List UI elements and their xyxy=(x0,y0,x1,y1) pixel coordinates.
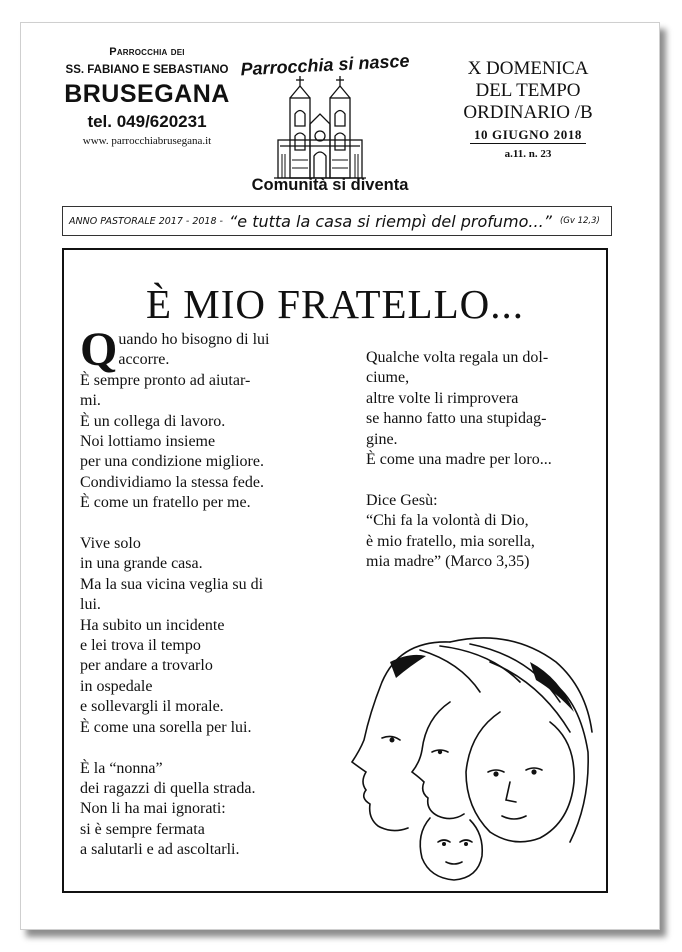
text-line: Vive solo xyxy=(80,535,141,553)
text-line: per una condizione migliore. xyxy=(80,453,264,471)
stanza xyxy=(80,534,320,738)
text-line: Noi lottiamo insieme xyxy=(80,433,216,451)
text-line: lui. xyxy=(80,596,101,614)
banner-year: ANNO PASTORALE 2017 - 2018 - xyxy=(69,215,223,227)
text-line: in una grande casa. xyxy=(80,555,203,573)
article-left-column xyxy=(80,323,320,861)
parish-prefix: Parrocchia dei xyxy=(109,46,185,58)
text-line: È come un fratello per me. xyxy=(80,494,251,512)
pastoral-year-banner xyxy=(62,206,612,236)
parish-saints: SS. FABIANO E SEBASTIANO xyxy=(65,64,229,76)
first-line-text: uando ho bisogno di lui xyxy=(118,331,270,348)
text-line: in ospedale xyxy=(80,677,153,695)
text-line: è mio fratello, mia sorella, xyxy=(366,532,535,550)
text-line: altre volte li rimprovera xyxy=(366,389,519,407)
text-line: se hanno fatto una stupidag- xyxy=(366,410,547,428)
faces-illustration-icon xyxy=(330,622,604,886)
liturgy-info xyxy=(440,58,616,160)
text-line: Qualche volta regala un dol- xyxy=(366,349,549,366)
text-line: si è sempre fermata xyxy=(80,820,205,838)
text-line: e lei trova il tempo xyxy=(80,637,201,655)
article-title: È MIO FRATELLO... xyxy=(145,281,524,327)
parish-phone: tel. 049/620231 xyxy=(87,112,207,131)
stanza xyxy=(366,348,604,470)
issue-number: a.11. n. 23 xyxy=(504,148,552,160)
text-line: Ma la sua vicina veglia su di xyxy=(80,575,264,593)
text-line: Ha subito un incidente xyxy=(80,616,225,634)
text-line: accorre. xyxy=(118,351,170,369)
text-line: È la “nonna” xyxy=(80,759,163,777)
text-line: Dice Gesù: xyxy=(366,491,438,509)
text-line: È sempre pronto ad aiutar- xyxy=(80,371,251,389)
text-line: ciume, xyxy=(366,369,410,387)
motto-top: Parrocchia si nasce xyxy=(240,50,410,80)
text-line: È come una sorella per lui. xyxy=(80,718,252,736)
liturgy-line-2: DEL TEMPO xyxy=(475,80,581,101)
text-line: Non li ha mai ignorati: xyxy=(80,800,226,818)
banner-quote: “e tutta la casa si riempì del profumo...” xyxy=(228,211,552,231)
liturgy-line-3: ORDINARIO /B xyxy=(463,102,593,123)
parish-website: www. parrocchiabrusegana.it xyxy=(82,135,212,147)
text-line: mi. xyxy=(80,392,101,410)
text-line: mia madre” (Marco 3,35) xyxy=(366,553,530,571)
banner-reference: (Gv 12,3) xyxy=(559,216,600,226)
liturgy-line-1: X DOMENICA xyxy=(467,58,589,79)
article-box xyxy=(62,248,608,893)
text-line: È come una madre per loro... xyxy=(366,451,552,469)
stanza xyxy=(80,759,320,861)
text-line: Condividiamo la stessa fede. xyxy=(80,473,264,491)
text-line: dei ragazzi di quella strada. xyxy=(80,779,256,797)
stanza xyxy=(366,491,604,573)
text-line: per andare a trovarlo xyxy=(80,657,213,675)
text-line: gine. xyxy=(366,430,398,448)
text-line: e sollevargli il morale. xyxy=(80,698,224,716)
text-line: “Chi fa la volontà di Dio, xyxy=(366,512,529,530)
text-line: a salutarli e ad ascoltarli. xyxy=(80,841,240,859)
stanza xyxy=(80,350,320,513)
issue-date: 10 GIUGNO 2018 xyxy=(470,127,586,144)
drop-cap: Q xyxy=(80,323,118,376)
church-logo-icon xyxy=(272,74,368,182)
motto-bottom: Comunità si diventa xyxy=(251,176,409,194)
text-line: È un collega di lavoro. xyxy=(80,412,226,430)
parish-name: BRUSEGANA xyxy=(64,80,230,108)
article-right-column xyxy=(366,348,604,572)
